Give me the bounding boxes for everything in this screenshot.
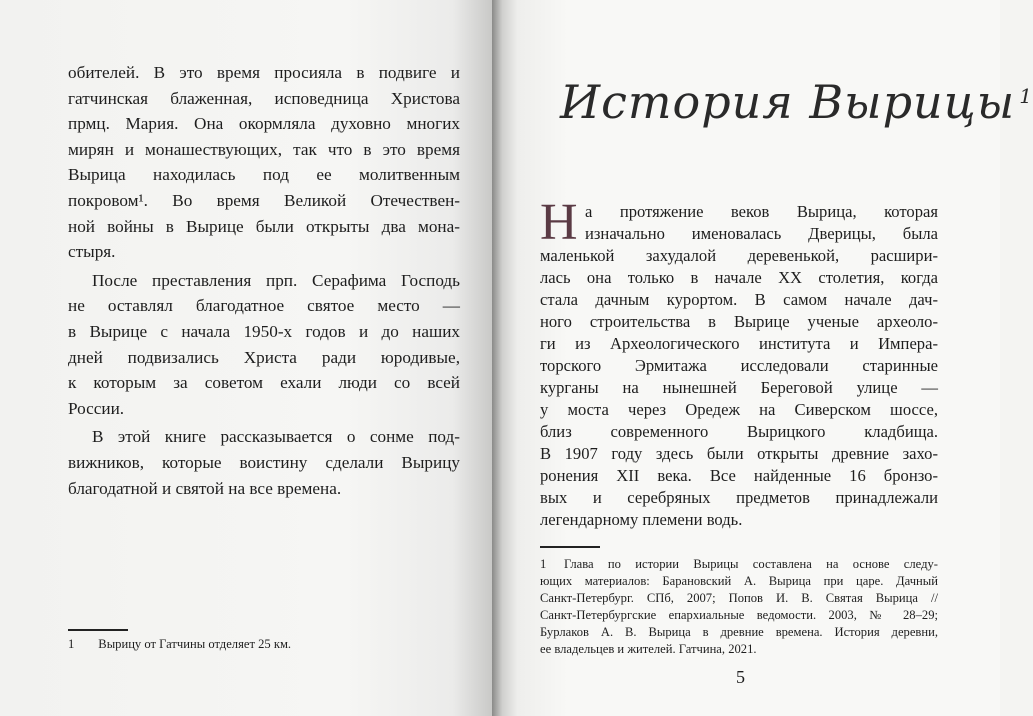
page-number: 5 xyxy=(736,667,745,687)
text-line: к которым за советом ехали люди со всей xyxy=(68,373,460,393)
text-line: стыря. xyxy=(68,242,116,262)
footnote-line: Глава по истории Вырицы составлена на основе следу- xyxy=(564,557,938,571)
drop-cap: Н xyxy=(540,194,578,251)
text-line: После преставления прп. Серафима Господь xyxy=(92,270,460,290)
text-line: не оставлял благодатное святое место — xyxy=(68,296,460,316)
footnote-line: Санкт-Петербург. СПб, 2007; Попов И. В. Святая Вырица // xyxy=(540,591,938,605)
text-line: у моста через Оредеж на Сиверском шоссе, xyxy=(540,400,938,419)
text-line: легендарному племени водь. xyxy=(540,510,743,529)
text-line: торского Эрмитажа исследовали старинные xyxy=(540,356,938,375)
chapter-heading xyxy=(560,72,1033,132)
text-line: вижников, которые воистину сделали Вырицу xyxy=(68,453,460,472)
text-line: ной войны в Вырице были открыты два мона- xyxy=(68,216,460,236)
text-line: стала дачным курортом. В самом начале дач- xyxy=(540,290,938,309)
text-line: обителей. В это время просияла в подвиге и xyxy=(68,63,460,82)
footnote-rule xyxy=(68,629,128,631)
text-line: России. xyxy=(68,398,125,418)
text-line: маленькой захудалой деревенькой, расшири- xyxy=(540,246,938,265)
footnote-mark: 1 xyxy=(68,637,75,651)
text-line: благодатной и святой на все времена. xyxy=(68,478,342,498)
footnote-text: Вырицу от Гатчины отделяет 25 км. xyxy=(98,637,292,651)
text-line: прмц. Мария. Она окормляла духовно многих xyxy=(68,114,460,134)
text-line: гатчинская блаженная, исповедница Христова xyxy=(68,88,460,108)
footnote-line: Бурлаков А. В. Вырица в древние времена. История деревни, xyxy=(540,625,938,639)
footnote-line: ющих материалов: Барановский А. Вырица при царе. Дачный xyxy=(540,574,938,588)
footnote-line: Санкт-Петербургские епархиальные ведомости. 2003, № 28–29; xyxy=(540,608,938,622)
text-line: В 1907 году здесь были открыты древние захо- xyxy=(540,444,938,463)
text-line: мирян и монашествующих, так что в это время xyxy=(68,139,460,159)
text-line: В этой книге рассказывается о сонме под- xyxy=(92,427,460,447)
text-line: в Вырице с начала 1950-х годов и до наших xyxy=(68,322,460,341)
text-line: дней подвизались Христа ради юродивые, xyxy=(68,347,460,367)
text-line: Вырица находилась под ее молитвенным xyxy=(68,165,460,185)
text-line: лась она только в начале XX столетия, когда xyxy=(540,268,938,287)
text-line: ного строительства в Вырице ученые археоло- xyxy=(540,312,938,331)
text-line: курганы на нынешней Береговой улице — xyxy=(540,378,938,397)
text-line: вых и серебряных предметов принадлежали xyxy=(540,488,938,507)
footnote-line: ее владельцев и жителей. Гатчина, 2021. xyxy=(540,642,757,656)
text-line: изначально именовалась Дверицы, была xyxy=(585,224,938,243)
text-line: ронения XII века. Все найденные 16 бронзо- xyxy=(540,466,938,485)
text-line: ги из Археологического института и Импера- xyxy=(540,334,938,353)
text-line: а протяжение веков Вырица, которая xyxy=(585,202,938,221)
text-line: покровом¹. Во время Великой Отечествен- xyxy=(68,191,460,210)
footnote-mark: 1 xyxy=(540,557,547,571)
chapter-title: История Вырицы xyxy=(560,75,1016,129)
footnote-rule xyxy=(540,546,600,548)
left-footnote xyxy=(68,636,291,653)
text-line: близ современного Вырицкого кладбища. xyxy=(540,422,938,441)
heading-footnote-mark: 1 xyxy=(1019,84,1033,108)
